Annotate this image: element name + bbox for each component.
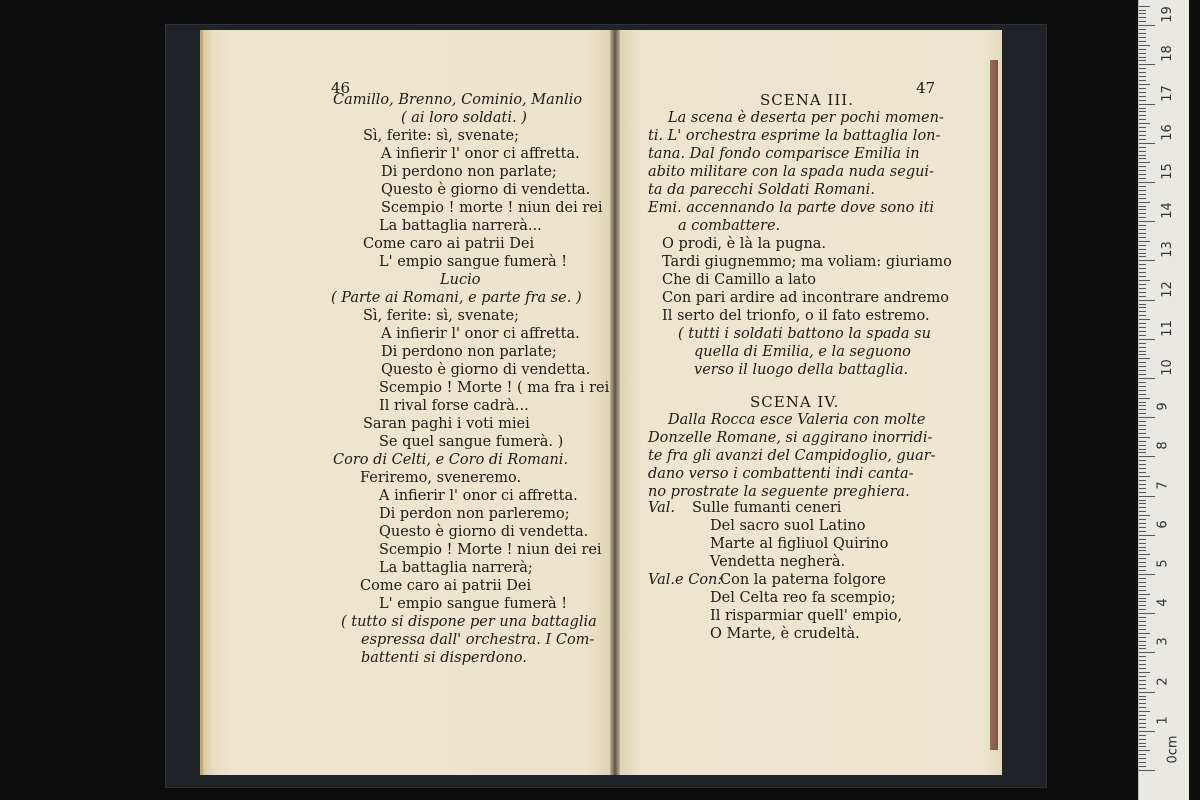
ruler-label: 10 [1159,359,1175,376]
ruler-tick [1139,374,1146,375]
ruler-label: 3 [1155,637,1171,647]
ruler-tick [1139,762,1146,763]
ruler-tick [1139,64,1155,65]
left-page-text-line: Coro di Celti, e Coro di Romani. [333,452,569,468]
right-page-text-line: Vendetta negherà. [710,554,846,570]
ruler-tick [1139,370,1146,371]
right-page-text-line: te fra gli avanzi del Campidoglio, guar- [648,448,936,464]
ruler-tick [1139,452,1146,453]
right-page-text-line: Del sacro suol Latino [710,518,866,534]
ruler-tick [1139,217,1146,218]
ruler-tick [1139,260,1155,261]
ruler-label: 11 [1159,320,1175,337]
ruler-tick [1139,253,1146,254]
ruler-tick [1139,566,1146,567]
ruler-tick [1139,456,1155,457]
ruler-tick [1139,633,1150,634]
ruler-tick [1139,241,1150,242]
ruler-tick [1139,398,1150,399]
ruler-tick [1139,648,1146,649]
ruler-tick [1139,80,1146,81]
left-page [200,30,610,775]
ruler-tick [1139,202,1150,203]
open-book [200,30,1020,775]
ruler-label: 18 [1159,45,1175,63]
ruler-tick [1139,727,1146,728]
ruler-tick [1139,221,1155,222]
right-page-text-line: Con pari ardire ad incontrare andremo [662,290,949,306]
right-page-text-line: quella di Emilia, e la seguono [694,344,911,360]
right-page-text-line: ( tutti i soldati battono la spada su [678,326,931,342]
ruler-tick [1139,123,1150,124]
ruler-tick [1139,280,1150,281]
ruler-tick [1139,304,1146,305]
left-page-text-line: Sì, ferite: sì, svenate; [363,128,519,144]
ruler-tick [1139,641,1146,642]
left-page-text-line: Di perdon non parleremo; [379,506,570,522]
ruler-tick [1139,25,1155,26]
left-page-text-line: Come caro ai patrii Dei [360,578,532,594]
right-page [620,30,1002,775]
ruler-tick [1139,41,1146,42]
ruler-label: 4 [1155,598,1171,607]
right-page-text-line: Val. [648,500,676,516]
right-page-text-line: Tardi giugnemmo; ma voliam: giuriamo [662,254,952,270]
right-page-text-line: Con la paterna folgore [720,572,886,588]
ruler-label: 14 [1159,202,1175,219]
ruler-tick [1139,362,1146,363]
left-page-text-line: Lucio [440,272,481,288]
ruler-tick [1139,672,1150,673]
ruler-tick [1139,29,1146,30]
ruler-tick [1139,613,1155,614]
ruler-tick [1139,594,1150,595]
left-page-text-line: battenti si disperdono. [361,650,527,666]
left-page-text-line: ( Parte ai Romani, e parte fra se. ) [331,290,582,306]
ruler-tick [1139,394,1146,395]
right-page-text-line: no prostrate la seguente preghiera. [648,484,910,500]
ruler-tick [1139,162,1150,163]
ruler-tick [1139,249,1146,250]
ruler-tick [1139,158,1146,159]
ruler-tick [1139,268,1146,269]
ruler-tick [1139,237,1146,238]
ruler-tick [1139,492,1146,493]
right-page-text-line: Il serto del trionfo, o il fato estremo. [662,308,930,324]
ruler-tick [1139,547,1146,548]
ruler-tick [1139,10,1146,11]
ruler-tick [1139,288,1146,289]
ruler-tick [1139,335,1146,336]
left-page-text-line: A infierir l' onor ci affretta. [379,488,578,504]
ruler-tick [1139,135,1146,136]
ruler-tick [1139,707,1146,708]
ruler-tick [1139,354,1146,355]
ruler-tick [1139,621,1146,622]
ruler-tick [1139,323,1146,324]
ruler-tick [1139,476,1150,477]
left-page-text-line: Il rival forse cadrà... [379,398,529,414]
right-page-text-line: Che di Camillo a lato [662,272,816,288]
ruler-label: 2 [1155,676,1171,686]
ruler-tick [1139,605,1146,606]
ruler-tick [1139,33,1146,34]
ruler-tick [1139,37,1146,38]
ruler-label: 0cm [1165,735,1181,764]
ruler-tick [1139,488,1146,489]
ruler-tick [1139,731,1155,732]
ruler-tick [1139,331,1146,332]
ruler-tick [1139,441,1146,442]
ruler-label: 9 [1155,402,1171,411]
ruler-tick [1139,209,1146,210]
ruler-tick [1139,660,1146,661]
ruler-tick [1139,17,1146,18]
left-page-text-line: La battaglia narrerà... [379,218,542,234]
ruler-tick [1139,127,1146,128]
left-page-text-line: ( ai loro soldati. ) [401,110,527,126]
ruler-tick [1139,307,1146,308]
ruler-tick [1139,319,1150,320]
ruler-tick [1139,143,1155,144]
left-page-number: 46 [331,79,351,97]
ruler-tick [1139,264,1146,265]
ruler-tick [1139,625,1146,626]
right-page-text-line: La scena è deserta per pochi momen- [668,110,944,126]
left-page-text-line: espressa dall' orchestra. I Com- [361,632,595,648]
ruler-tick [1139,311,1146,312]
ruler-tick [1139,115,1146,116]
left-page-text-line: A infierir l' onor ci affretta. [381,326,580,342]
ruler-tick [1139,484,1146,485]
ruler-tick [1139,586,1146,587]
ruler-tick [1139,378,1155,379]
ruler-tick [1139,366,1146,367]
ruler-tick [1139,590,1146,591]
ruler-tick [1139,358,1150,359]
left-page-text-line: Feriremo, sveneremo. [360,470,522,486]
ruler-tick [1139,656,1146,657]
right-page-text-line: ta da parecchi Soldati Romani. [648,182,875,198]
ruler-tick [1139,405,1146,406]
right-page-text-line: O prodi, è là la pugna. [662,236,827,252]
ruler-tick [1139,433,1146,434]
ruler-tick [1139,503,1146,504]
ruler-tick [1139,754,1146,755]
ruler-tick [1139,155,1146,156]
ruler-tick [1139,147,1146,148]
ruler-tick [1139,664,1146,665]
scene-heading: SCENA III. [760,91,854,109]
ruler-tick [1139,76,1146,77]
ruler-tick [1139,558,1146,559]
ruler-tick [1139,96,1146,97]
ruler-tick [1139,676,1146,677]
ruler-tick [1139,100,1146,101]
ruler-tick [1139,715,1146,716]
ruler-label: 5 [1155,559,1171,568]
ruler-label: 13 [1159,241,1175,259]
ruler-tick [1139,272,1146,273]
left-page-text-line: ( tutto si dispone per una battaglia [341,614,597,630]
right-page-text-line: dano verso i combattenti indi canta- [648,466,914,482]
ruler-tick [1139,131,1146,132]
right-page-text-line: a combattere. [678,218,781,234]
ruler-tick [1139,735,1146,736]
ruler-tick [1139,472,1146,473]
ruler-tick [1139,562,1146,563]
ruler-tick [1139,429,1146,430]
ruler-tick [1139,692,1155,693]
ruler-tick [1139,49,1146,50]
ruler-tick [1139,445,1146,446]
left-page-text-line: Di perdono non parlate; [381,164,557,180]
ruler-tick [1139,409,1146,410]
right-page-text-line: O Marte, è crudeltà. [710,626,860,642]
ruler-tick [1139,111,1146,112]
ruler-tick [1139,284,1146,285]
ruler-tick [1139,276,1146,277]
right-page-text-line: ti. L' orchestra esprime la battaglia lon- [648,128,941,144]
ruler-tick [1139,574,1155,575]
ruler-tick [1139,174,1146,175]
left-page-text-line: Questo è giorno di vendetta. [381,362,591,378]
ruler-tick [1139,233,1146,234]
ruler-tick [1139,535,1155,536]
ruler-tick [1139,315,1146,316]
ruler-tick [1139,519,1146,520]
ruler-tick [1139,213,1146,214]
ruler-tick [1139,750,1150,751]
ruler-tick [1139,460,1146,461]
ruler-tick [1139,417,1155,418]
right-page-text-line: Dalla Rocca esce Valeria con molte [668,412,926,428]
right-page-number: 47 [916,79,936,97]
ruler-tick [1139,758,1146,759]
ruler-tick [1139,719,1146,720]
ruler-tick [1139,386,1146,387]
right-page-text-line: Val.e Con: [648,572,723,588]
ruler-tick [1139,343,1146,344]
right-page-text-line: Il risparmiar quell' empio, [710,608,903,624]
ruler-tick [1139,194,1146,195]
ruler-tick [1139,582,1146,583]
ruler-tick [1139,229,1146,230]
ruler-tick [1139,578,1146,579]
ruler-tick [1139,652,1155,653]
ruler-label: 7 [1155,480,1171,490]
ruler-tick [1139,598,1146,599]
right-page-text-line: Marte al figliuol Quirino [710,536,889,552]
ruler-label: 8 [1155,441,1171,451]
right-page-text-line: Sulle fumanti ceneri [692,500,842,516]
left-page-text-line: Sì, ferite: sì, svenate; [363,308,519,324]
ruler-tick [1139,108,1146,109]
ruler-tick [1139,523,1146,524]
ruler-tick [1139,629,1146,630]
ruler-label: 16 [1159,124,1175,141]
right-page-text-line: Donzelle Romane, si aggirano inorridi- [648,430,933,446]
ruler-tick [1139,527,1146,528]
ruler-tick [1139,186,1146,187]
ruler-tick [1139,292,1146,293]
left-page-text-line: Scempio ! Morte ! ( ma fra i rei [379,380,610,396]
left-page-text-line: Camillo, Brenno, Cominio, Manlio [333,92,583,108]
ruler-tick [1139,53,1146,54]
ruler-tick [1139,601,1146,602]
ruler-tick [1139,766,1146,767]
ruler-tick [1139,680,1146,681]
ruler-tick [1139,688,1146,689]
ruler-tick [1139,668,1146,669]
right-page-text-line: verso il luogo della battaglia. [694,362,909,378]
ruler-label: 17 [1159,84,1175,102]
ruler-tick [1139,300,1155,301]
left-page-text-line: L' empio sangue fumerà ! [379,596,568,612]
ruler-tick [1139,225,1146,226]
left-page-text-line: Scempio ! morte ! niun dei rei [381,200,603,216]
ruler-tick [1139,382,1146,383]
right-page-text-line: abito militare con la spada nuda segui- [648,164,934,180]
ruler-tick [1139,390,1146,391]
ruler-tick [1139,245,1146,246]
left-page-text-line: Saran paghi i voti miei [363,416,530,432]
ruler-tick [1139,511,1146,512]
ruler-tick [1139,703,1146,704]
ruler-tick [1139,617,1146,618]
ruler-tick [1139,531,1146,532]
ruler-tick [1139,347,1146,348]
ruler-tick [1139,119,1146,120]
ruler-tick [1139,684,1146,685]
ruler-tick [1139,425,1146,426]
ruler-label: 19 [1159,6,1175,23]
ruler-tick [1139,88,1146,89]
ruler-tick [1139,739,1146,740]
ruler-tick [1139,449,1146,450]
ruler-tick [1139,72,1146,73]
ruler-label: 6 [1155,520,1171,529]
ruler-tick [1139,256,1146,257]
ruler-tick [1139,464,1146,465]
ruler-tick [1139,480,1146,481]
ruler-tick [1139,637,1146,638]
ruler-tick [1139,770,1155,771]
ruler-tick [1139,570,1146,571]
ruler-tick [1139,6,1150,7]
ruler-tick [1139,351,1146,352]
ruler-tick [1139,645,1146,646]
ruler-tick [1139,178,1146,179]
ruler-tick [1139,500,1146,501]
ruler-tick [1139,84,1150,85]
ruler-tick [1139,413,1146,414]
ruler-tick [1139,92,1146,93]
ruler-tick [1139,57,1146,58]
measurement-ruler [1138,0,1189,800]
ruler-tick [1139,206,1146,207]
ruler-tick [1139,45,1150,46]
ruler-tick [1139,550,1146,551]
ruler-tick [1139,198,1146,199]
ruler-tick [1139,68,1146,69]
left-page-text-line: Come caro ai patrii Dei [363,236,535,252]
right-page-text-line: tana. Dal fondo comparisce Emilia in [648,146,920,162]
ruler-tick [1139,13,1146,14]
book-gutter [610,30,620,775]
ruler-tick [1139,182,1155,183]
ruler-tick [1139,327,1146,328]
left-page-text-line: Di perdono non parlate; [381,344,557,360]
ruler-tick [1139,496,1155,497]
ruler-tick [1139,170,1146,171]
right-page-text-line: Del Celta reo fa scempio; [710,590,896,606]
left-page-text-line: Se quel sangue fumerà. ) [379,434,564,450]
left-page-text-line: La battaglia narrerà; [379,560,533,576]
ruler-label: 12 [1159,280,1175,298]
ruler-tick [1139,515,1150,516]
ruler-tick [1139,468,1146,469]
ruler-tick [1139,60,1146,61]
ruler-tick [1139,543,1146,544]
ruler-tick [1139,723,1146,724]
ruler-tick [1139,554,1150,555]
ruler-tick [1139,139,1146,140]
ruler-tick [1139,437,1150,438]
ruler-tick [1139,421,1146,422]
ruler-tick [1139,609,1146,610]
ruler-label: 1 [1155,716,1171,725]
ruler-tick [1139,166,1146,167]
ruler-tick [1139,539,1146,540]
ruler-tick [1139,507,1146,508]
page-edge-stain [990,60,998,750]
left-page-text-line: Questo è giorno di vendetta. [379,524,589,540]
ruler-tick [1139,104,1155,105]
ruler-tick [1139,339,1155,340]
ruler-tick [1139,696,1146,697]
ruler-tick [1139,151,1146,152]
ruler-tick [1139,296,1146,297]
right-page-text-line: Emi. accennando la parte dove sono iti [648,200,935,216]
ruler-tick [1139,402,1146,403]
ruler-tick [1139,743,1146,744]
left-page-text-line: A infierir l' onor ci affretta. [381,146,580,162]
ruler-tick [1139,746,1146,747]
ruler-tick [1139,21,1146,22]
left-page-text-line: L' empio sangue fumerà ! [379,254,568,270]
ruler-tick [1139,711,1150,712]
ruler-tick [1139,190,1146,191]
left-page-text-line: Scempio ! Morte ! niun dei rei [379,542,602,558]
ruler-tick [1139,699,1146,700]
scene-heading: SCENA IV. [750,393,840,411]
ruler-label: 15 [1159,163,1175,180]
left-page-text-line: Questo è giorno di vendetta. [381,182,591,198]
